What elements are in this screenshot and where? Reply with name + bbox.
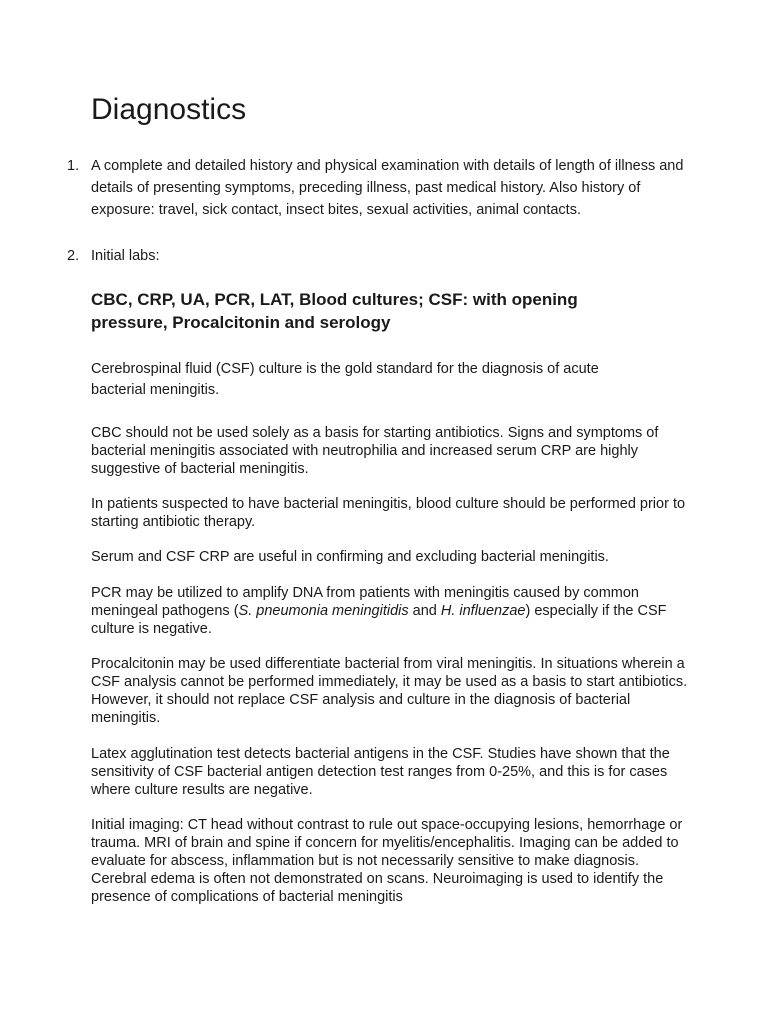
list-item-text: A complete and detailed history and physical examination with details of length of illness and details of presenting symptoms, preceding illness, past medical history. Also history of exposure: travel, sick contact, insect bites, sexual activities, animal contacts. xyxy=(91,158,684,218)
paragraph-pcr xyxy=(91,584,691,638)
list-number: 2. xyxy=(67,248,80,264)
paragraph-cbc: CBC should not be used solely as a basis for starting antibiotics. Signs and symptoms of bacterial meningitis associated with neutrophilia and increased serum CRP are highly suggestive of bacterial meningitis. xyxy=(91,425,659,477)
paragraph-procalcitonin: Procalcitonin may be used differentiate bacterial from viral meningitis. In situations wherein a CSF analysis cannot be performed immediately, it may be used as a basis to start antibiotics. However, it should not replace CSF analysis and culture in the diagnosis of bacterial meningitis. xyxy=(91,656,688,726)
paragraph-crp: Serum and CSF CRP are useful in confirming and excluding bacterial meningitis. xyxy=(91,549,609,565)
paragraph-csf-culture: Cerebrospinal fluid (CSF) culture is the gold standard for the diagnosis of acute bacterial meningitis. xyxy=(91,361,599,398)
list-number: 1. xyxy=(67,158,80,174)
page-title: Diagnostics xyxy=(91,93,247,126)
paragraph-blood-culture: In patients suspected to have bacterial meningitis, blood culture should be performed prior to starting antibiotic therapy. xyxy=(91,496,686,530)
paragraph-latex-agglutination: Latex agglutination test detects bacterial antigens in the CSF. Studies have shown that the sensitivity of CSF bacterial antigen detection test ranges from 0-25%, and this is for cases where culture results are negative. xyxy=(91,746,670,798)
labs-heading: CBC, CRP, UA, PCR, LAT, Blood cultures; CSF: with opening pressure, Procalcitonin and serology xyxy=(91,290,578,332)
pcr-text-before: PCR may be utilized to amplify DNA from patients with meningitis caused by common meningeal pathogens ( xyxy=(91,585,639,619)
pcr-text-after: ) especially if the CSF culture is negative. xyxy=(91,603,667,637)
pcr-text-middle: and xyxy=(408,603,441,619)
list-item-text: Initial labs: xyxy=(91,248,160,264)
paragraph-imaging: Initial imaging: CT head without contrast to rule out space-occupying lesions, hemorrhage or trauma. MRI of brain and spine if concern for myelitis/encephalitis. Imaging can be added to evaluate for abscess, inflammation but is not necessarily sensitive to make diagnosis. Cerebral edema is often not demonstrated on scans. Neuroimaging is used to identify the presence of complications of bacterial meningitis xyxy=(91,817,683,905)
pcr-pathogen-2: H. influenzae xyxy=(440,603,526,619)
pcr-pathogen-1: S. pneumonia meningitidis xyxy=(238,603,409,619)
